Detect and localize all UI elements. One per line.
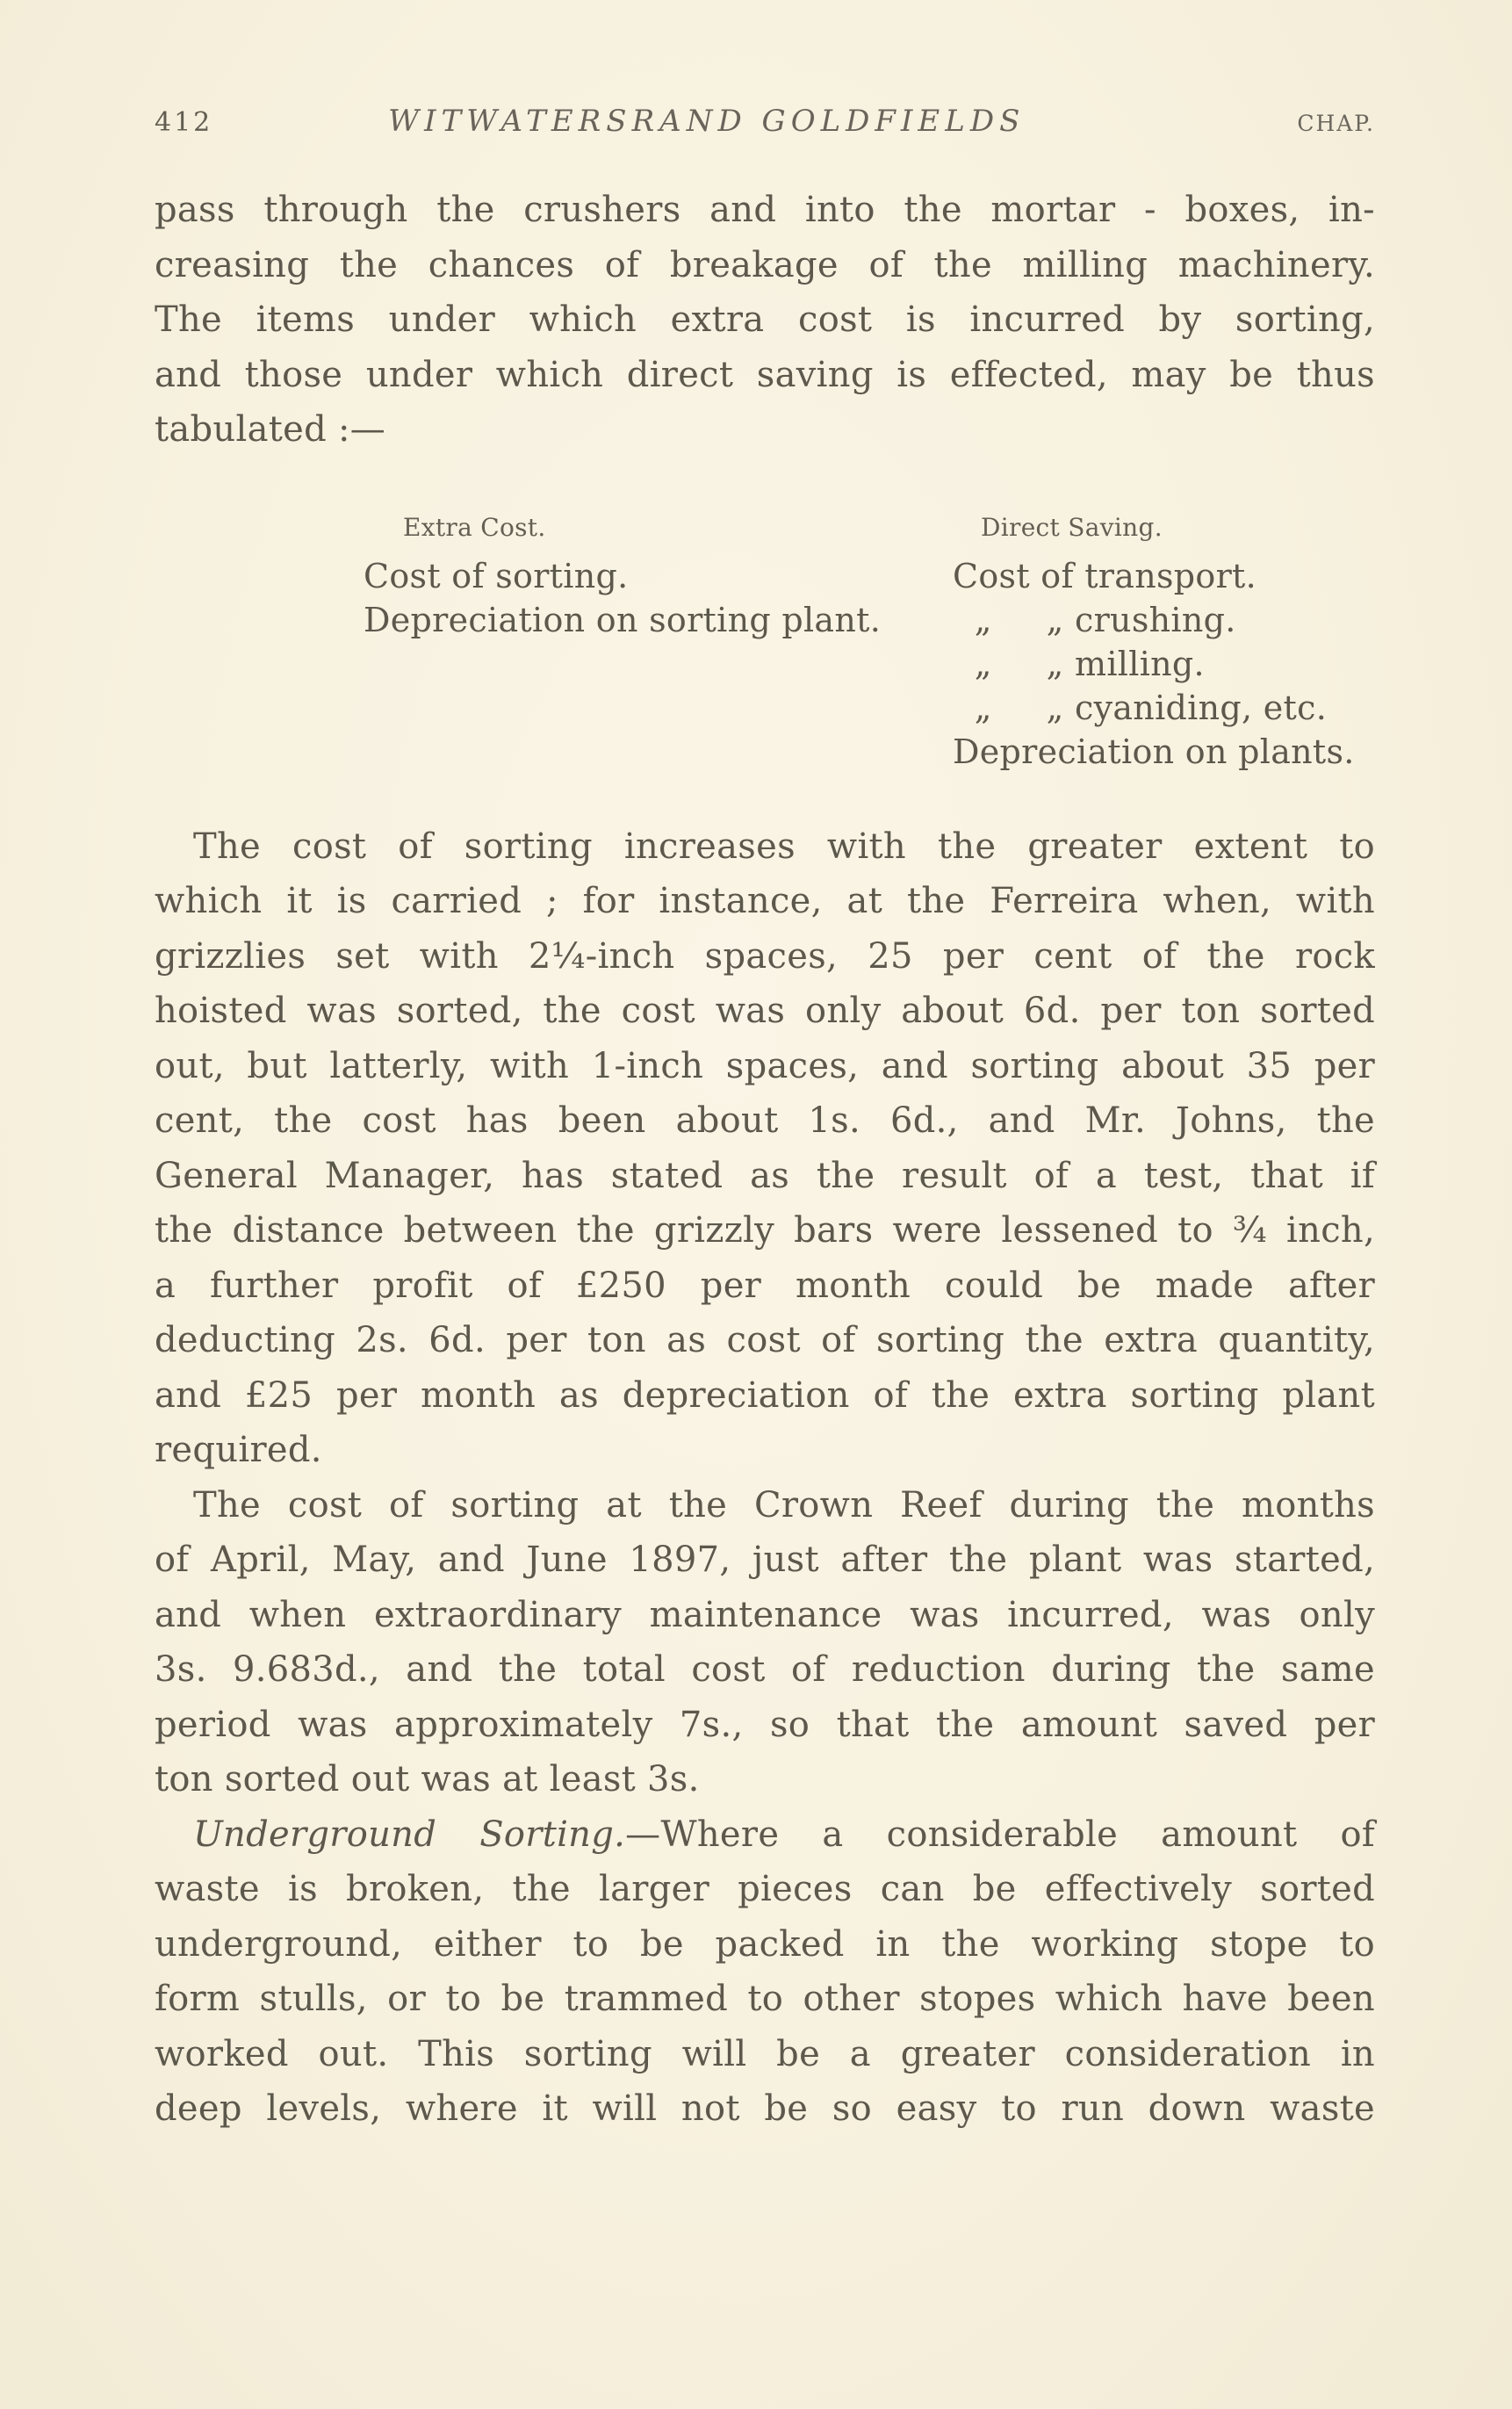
table-item: „ „ cyaniding, etc. xyxy=(953,688,1328,727)
table-item: Depreciation on sorting plant. xyxy=(364,600,882,639)
page-body xyxy=(155,183,1375,2137)
text-line: waste is broken, the larger pieces can be effectively sorted xyxy=(155,1869,1375,1909)
text-line: out, but latterly, with 1-inch spaces, and sorting about 35 per xyxy=(155,1045,1375,1086)
paragraph-2 xyxy=(155,819,1375,1478)
direct-saving-column xyxy=(953,510,1374,774)
table-item: Cost of sorting. xyxy=(364,556,629,595)
table-item: „ „ milling. xyxy=(953,644,1205,683)
text-line: form stulls, or to be trammed to other stopes which have been xyxy=(155,1979,1375,2019)
table-item: Depreciation on plants. xyxy=(953,732,1355,771)
direct-saving-header: Direct Saving. xyxy=(981,512,1163,542)
text-line: The cost of sorting increases with the greater extent to xyxy=(193,826,1375,867)
paragraph-4 xyxy=(155,1807,1375,2137)
text-line: The cost of sorting at the Crown Reef during the months xyxy=(193,1484,1375,1525)
cost-saving-table xyxy=(155,510,1375,774)
text-line: worked out. This sorting will be a greater consideration in xyxy=(155,2033,1375,2074)
table-item: „ „ crushing. xyxy=(953,600,1236,639)
text-line: cent, the cost has been about 1s. 6d., and Mr. Johns, the xyxy=(155,1100,1375,1141)
text-line: which it is carried ; for instance, at the Ferreira when, with xyxy=(155,881,1375,921)
text-line: underground, either to be packed in the working stope to xyxy=(155,1923,1375,1965)
text-line xyxy=(155,1807,1375,1863)
extra-cost-header: Extra Cost. xyxy=(403,512,546,542)
table-item: Cost of transport. xyxy=(953,556,1257,595)
text-run: —Where a considerable amount of xyxy=(625,1814,1376,1855)
text-line: of April, May, and June 1897, just after the plant was started, xyxy=(155,1540,1375,1580)
text-line: tabulated :— xyxy=(155,409,386,450)
text-line: a further profit of £250 per month could be made after xyxy=(155,1265,1375,1306)
text-line: the distance between the grizzly bars were lessened to ¾ inch, xyxy=(155,1210,1375,1251)
text-line: The items under which extra cost is incurred by sorting, xyxy=(155,299,1375,340)
extra-cost-column xyxy=(364,510,882,774)
text-line: and when extraordinary maintenance was incurred, was only xyxy=(155,1594,1375,1635)
paragraph-3 xyxy=(155,1478,1375,1807)
text-line: ton sorted out was at least 3s. xyxy=(155,1759,700,1800)
text-line: pass through the crushers and into the mortar - boxes, in- xyxy=(155,190,1375,230)
text-line: deducting 2s. 6d. per ton as cost of sorting the extra quantity, xyxy=(155,1320,1375,1360)
text-line: deep levels, where it will not be so easy to run down waste xyxy=(155,2088,1375,2129)
text-line: period was approximately 7s., so that the amount saved per xyxy=(155,1704,1375,1745)
text-line: creasing the chances of breakage of the milling machinery. xyxy=(155,244,1375,285)
paragraph-1 xyxy=(155,183,1375,458)
text-line: and those under which direct saving is effected, may be thus xyxy=(155,354,1375,395)
text-line: and £25 per month as depreciation of the extra sorting plant xyxy=(155,1374,1375,1416)
text-line: required. xyxy=(155,1430,322,1470)
section-lead-italic: Underground Sorting. xyxy=(193,1814,626,1855)
text-line: 3s. 9.683d., and the total cost of reduction during the same xyxy=(155,1649,1375,1690)
page-number: 412 xyxy=(155,107,213,138)
text-line: General Manager, has stated as the result of a test, that if xyxy=(155,1155,1375,1196)
running-title: WITWATERSRAND GOLDFIELDS xyxy=(388,104,1026,139)
text-line: grizzlies set with 2¼-inch spaces, 25 per cent of the rock xyxy=(155,935,1375,977)
chapter-label: CHAP. xyxy=(1297,111,1375,136)
text-line: hoisted was sorted, the cost was only about 6d. per ton sorted xyxy=(155,991,1375,1031)
running-header xyxy=(155,104,1375,139)
text-block xyxy=(155,104,1375,2137)
